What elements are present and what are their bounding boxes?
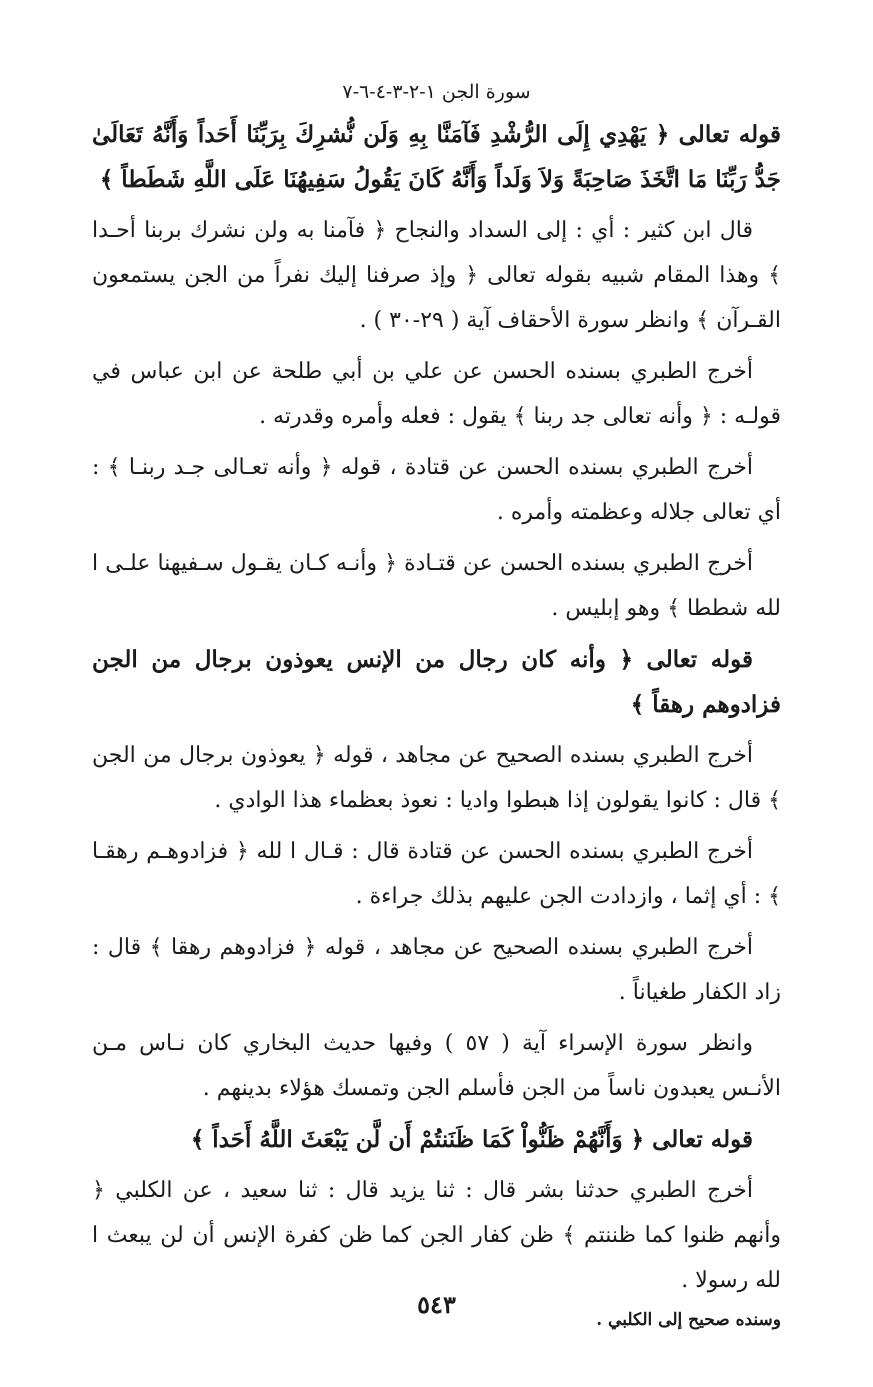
body-paragraph: أخرج الطبري بسنده الصحيح عن مجاهد ، قوله ﴿ يعوذون برجال من الجن ﴾ قال : كانوا يقولون إذا هبطوا واديا : نعوذ بعظماء هذا الوادي . bbox=[92, 743, 781, 813]
body-paragraph: أخرج الطبري بسنده الحسن عن علي بن أبي طلحة عن ابن عباس في قولـه : ﴿ وأنه تعالى جد ربنا ﴾ يقول : فعله وأمره وقدرته . bbox=[92, 359, 781, 429]
chain-grading-note: وسنده صحيح إلى الكلبي . bbox=[596, 1310, 781, 1330]
running-head: سورة الجن ١-٢-٣-٤-٦-٧ bbox=[342, 81, 531, 103]
verse-heading: قوله تعالى ﴿ وأنه كان رجال من الإنس يعوذون برجال من الجن فزادوهم رهقاً ﴾ bbox=[92, 646, 781, 718]
body-paragraph: أخرج الطبري بسنده الصحيح عن مجاهد ، قوله ﴿ فزادوهم رهقا ﴾ قال : زاد الكفار طغياناً . bbox=[92, 935, 781, 1005]
body-paragraph: أخرج الطبري بسنده الحسن عن قتادة ، قوله ﴿ وأنه تعـالى جـد ربنـا ﴾ : أي تعالى جلاله وعظمته وأمره . bbox=[92, 455, 781, 525]
body-paragraph: أخرج الطبري بسنده الحسن عن قتـادة ﴿ وأنـه كـان يقـول سـفيهنا علـى ا لله شططا ﴾ وهو إبليس . bbox=[92, 551, 781, 621]
page-number: ٥٤٣ bbox=[417, 1290, 456, 1319]
body-paragraph: أخرج الطبري بسنده الحسن عن قتادة قال : قـال ا لله ﴿ فزادوهـم رهقـا ﴾ : أي إثما ، وازدادت الجن عليهم بذلك جراءة . bbox=[92, 839, 781, 909]
body-paragraph: وانظر سورة الإسراء آية ( ٥٧ ) وفيها حديث البخاري كان نـاس مـن الأنـس يعبدون ناساً من الجن فأسلم الجن وتمسك هؤلاء بدينهم . bbox=[92, 1031, 781, 1101]
verse-heading: قوله تعالى ﴿ وَأَنَّهُمْ ظَنُّواْ كَمَا ظَنَنتُمْ أَن لَّن يَبْعَثَ اللَّهُ أَحَداً ﴾ bbox=[190, 1126, 753, 1153]
body-paragraph: قال ابن كثير : أي : إلى السداد والنجاح ﴿ فآمنا به ولن نشرك بربنا أحـدا ﴾ وهذا المقام شبيه بقوله تعالى ﴿ وإذ صرفنا إليك نفراً من الجن يستمعون القـرآن ﴾ وانظر سورة الأحقاف آية ( ٢٩-٣٠ ) . bbox=[92, 218, 781, 333]
verse-heading: قوله تعالى ﴿ يَهْدِي إِلَى الرُّشْدِ فَآمَنَّا بِهِ وَلَن نُّشرِكَ بِرَبِّنَا أَحَداً وَأَنَّهُ تَعَالَىٰ جَدُّ رَبِّنَا مَا اتَّخَذَ صَاحِبَةً وَلاَ وَلَداً وَأَنَّهُ كَانَ يَقُولُ سَفِيهُنَا عَلَى اللَّهِ شَطَطاً ﴾ bbox=[92, 121, 781, 193]
body-paragraph: أخرج الطبري حدثنا بشر قال : ثنا يزيد قال : ثنا سعيد ، عن الكلبي ﴿ وأنهم ظنوا كما ظننتم ﴾ ظن كفار الجن كما ظن كفرة الإنس أن لن يبعث ا لله رسولا . bbox=[92, 1178, 781, 1293]
